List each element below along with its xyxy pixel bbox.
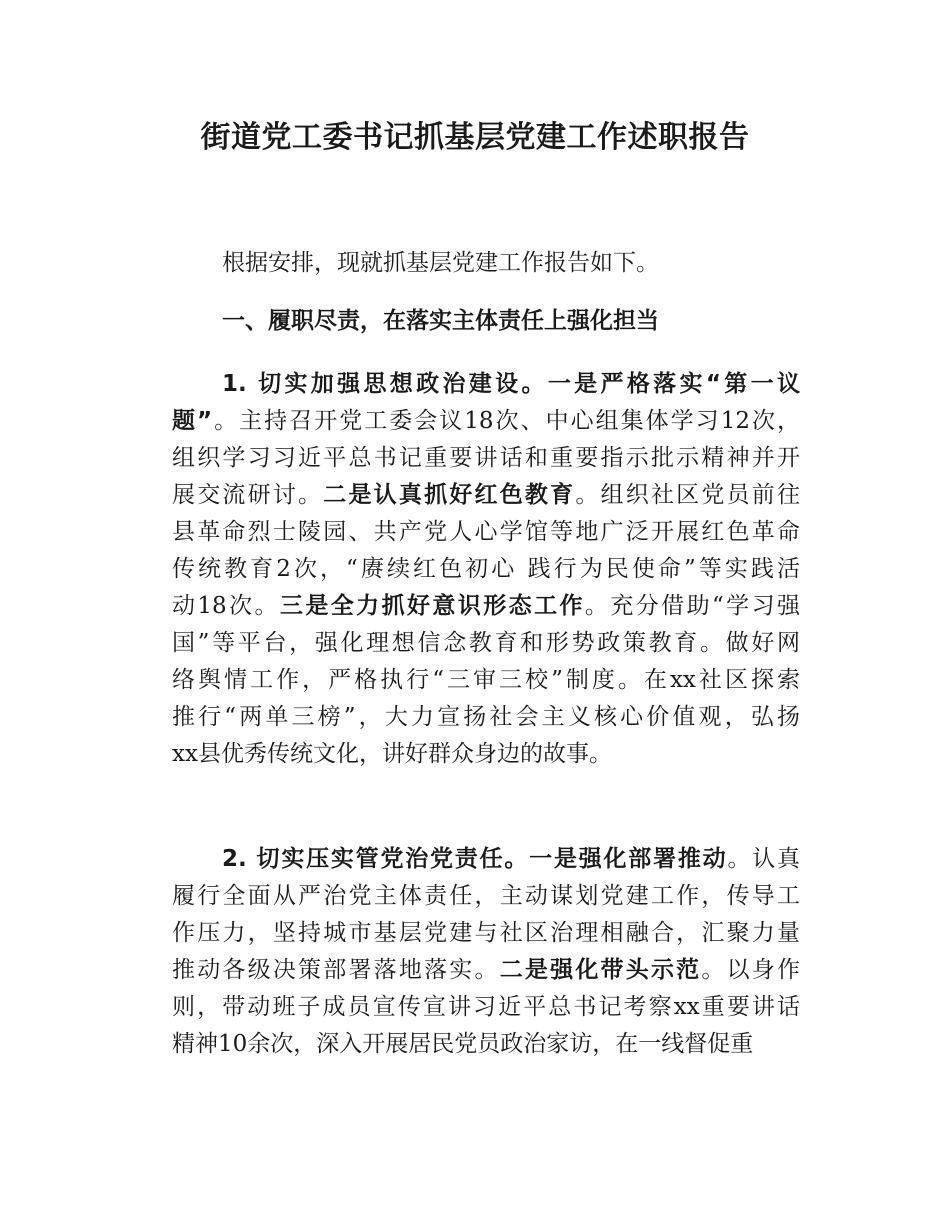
body-text: 。组织社区党员前往: [575, 482, 801, 508]
paragraph-line: [172, 662, 800, 699]
paragraph-line: [172, 514, 800, 551]
body-text: 则，带动班子成员宣传宣讲习近平总书记考察xx重要讲话: [172, 994, 800, 1020]
body-text: 推动各级决策部署落地落实。: [172, 957, 500, 983]
body-text: 。以身作: [701, 957, 801, 983]
bold-text: 2. 切实压实管党治党责任。一是强化部署推动: [222, 846, 728, 872]
paragraph-line: [172, 625, 800, 662]
body-text: 传统教育2次，“赓续红色初心 践行为民使命”等实践活: [172, 556, 800, 582]
intro-paragraph: 根据安排，现就抓基层党建工作报告如下。: [222, 250, 659, 276]
bold-text: 1. 切实加强思想政治建设。一是严格落实“第一议: [222, 371, 800, 397]
paragraph-line: [222, 841, 800, 878]
body-text: 络舆情工作，严格执行“三审三校”制度。在xx社区探索: [172, 667, 800, 693]
paragraph-line: [172, 699, 800, 736]
body-text: 。认真: [727, 846, 801, 872]
paragraph-line: [172, 440, 800, 477]
paragraph-line: [172, 403, 800, 440]
paragraph-line: [222, 366, 800, 403]
paragraph-line: [172, 588, 800, 625]
document-title: 街道党工委书记抓基层党建工作述职报告: [200, 120, 750, 155]
body-text: 作压力，坚持城市基层党建与社区治理相融合，汇聚力量: [172, 920, 800, 946]
body-text: 。主持召开党工委会议18次、中心组集体学习12次，: [212, 408, 800, 434]
section-heading: 一、履职尽责，在落实主体责任上强化担当: [222, 308, 659, 334]
body-text: 履行全面从严治党主体责任，主动谋划党建工作，传导工: [172, 883, 800, 909]
bold-text: 二是认真抓好红色教育: [323, 482, 576, 508]
paragraph-line: [172, 878, 800, 915]
paragraph-line: [172, 989, 800, 1026]
bold-text: 三是全力抓好意识形态工作: [279, 593, 585, 619]
paragraph-line: [172, 915, 800, 952]
body-text: 国”等平台，强化理想信念教育和形势政策教育。做好网: [172, 630, 800, 656]
bold-text: 题”: [172, 408, 213, 434]
body-text: 县革命烈士陵园、共产党人心学馆等地广泛开展红色革命: [172, 519, 800, 545]
body-text: 推行“两单三榜”，大力宣扬社会主义核心价值观，弘扬: [172, 704, 800, 730]
body-text: xx县优秀传统文化，讲好群众身边的故事。: [172, 741, 612, 767]
body-text: 展交流研讨。: [172, 482, 324, 508]
body-text: 精神10余次，深入开展居民党员政治家访，在一线督促重: [172, 1031, 754, 1057]
paragraph-line: [172, 952, 800, 989]
bold-text: 二是强化带头示范: [499, 957, 702, 983]
body-text: 动18次。: [172, 593, 280, 619]
body-text: 。充分借助“学习强: [584, 593, 800, 619]
paragraph-line: [172, 1026, 800, 1063]
paragraph-line: [172, 551, 800, 588]
paragraph-line: [172, 736, 800, 773]
body-text: 组织学习习近平总书记重要讲话和重要指示批示精神并开: [172, 445, 800, 471]
paragraph-line: [172, 477, 800, 514]
